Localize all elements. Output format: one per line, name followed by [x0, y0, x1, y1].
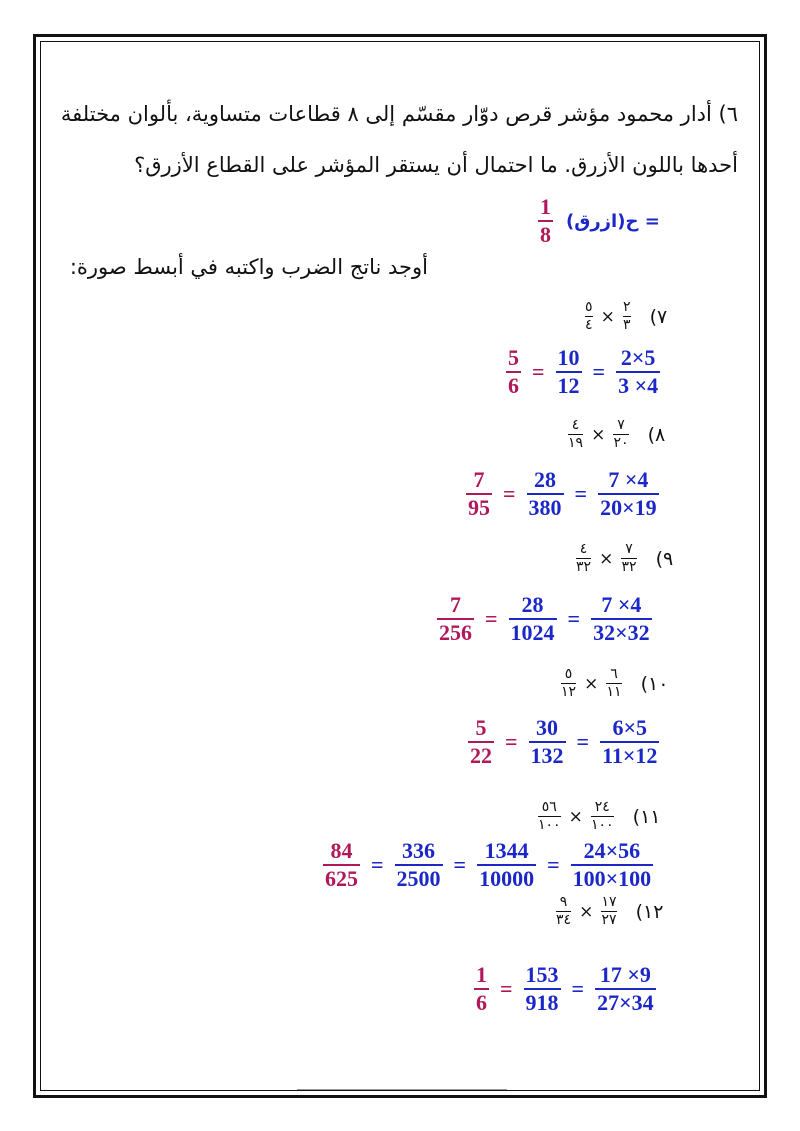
problem-10-fraction-b: ٥ ١٢	[561, 666, 577, 701]
times-sign: ×	[591, 424, 606, 445]
answer-10	[468, 717, 659, 767]
problem-11-fraction-b: ٥٦ ١٠٠	[538, 799, 561, 834]
times-sign: ×	[568, 806, 583, 827]
answer-11-result: $\frac{84}{625}$	[325, 838, 358, 891]
equals-sign: =	[503, 481, 516, 506]
answer-8	[466, 469, 659, 519]
problem-7-fraction-a: ٢ ٣	[622, 299, 631, 334]
equals-sign: =	[592, 359, 606, 384]
problem-7	[585, 300, 667, 334]
instruction: أوجد ناتج الضرب واكتبه في أبسط صورة:	[69, 255, 428, 279]
answer-11-step-3: $\frac{24\times 56}{100\times 100}$	[572, 838, 652, 891]
answer-8-step-1: $\frac{28}{380}$	[528, 467, 562, 520]
answer-8-result: $\frac{7}{95}$	[468, 467, 490, 520]
answer-7-result: $\frac{5}{6}$	[508, 345, 519, 398]
answer-12	[474, 964, 656, 1014]
problem-11-number: (١١	[632, 805, 661, 828]
problem-7-number: (٧	[649, 305, 668, 328]
equals-sign: =	[500, 976, 513, 1001]
problem-7-fraction-b: ٥ ٤	[585, 299, 593, 334]
footer-rule	[297, 1089, 507, 1090]
answer-12-step-1: $\frac{153}{918}$	[525, 962, 559, 1015]
q6-answer-label: ح(ازرق) =	[566, 210, 660, 232]
equals-sign: =	[571, 976, 585, 1001]
answer-9-result: $\frac{7}{256}$	[439, 592, 472, 645]
times-sign: ×	[600, 306, 615, 327]
problem-10-number: (١٠	[640, 672, 669, 695]
problem-10-fraction-a: ٦ ١١	[606, 666, 622, 701]
problem-11-fraction-a: ٢٤ ١٠٠	[591, 799, 614, 834]
times-sign: ×	[584, 673, 599, 694]
answer-10-result: $\frac{5}{22}$	[470, 715, 492, 768]
problem-8-fraction-b: ٤ ١٩	[568, 417, 584, 452]
answer-11-step-2: $\frac{1344}{10000}$	[479, 838, 535, 891]
answer-10-step-2: $\frac{6\times 5}{11\times 12}$	[602, 715, 658, 768]
problem-9-fraction-b: ٤ ٣٢	[576, 541, 592, 576]
problem-8	[568, 418, 665, 452]
problem-11	[538, 800, 661, 834]
q6-line2: أحدها باللون الأزرق. ما احتمال أن يستقر المؤشر على القطاع الأزرق؟	[134, 153, 738, 177]
problem-12-fraction-a: ١٧ ٢٧	[601, 894, 617, 929]
answer-8-step-2: $\frac{7 \times 4}{20\times 19}$	[600, 467, 657, 520]
problem-8-fraction-a: ٧ ٢٠	[613, 417, 629, 452]
q6-answer-num: 1	[540, 194, 551, 219]
answer-7	[506, 347, 660, 397]
equals-sign: =	[567, 606, 581, 631]
equals-sign: =	[547, 852, 560, 877]
q6-line1: ٦) أدار محمود مؤشر قرص دوّار مقسّم إلى ٨ قطاعات متساوية، بألوان مختلفة	[60, 102, 738, 126]
answer-11	[323, 840, 653, 890]
problem-12-number: (١٢	[635, 900, 664, 923]
equals-sign: =	[574, 481, 588, 506]
answer-9-step-2: $\frac{7 \times 4}{32\times 32}$	[593, 592, 650, 645]
equals-sign: =	[576, 729, 590, 754]
problem-9	[576, 542, 673, 576]
problem-8-number: (٨	[647, 423, 666, 446]
answer-12-step-2: $\frac{17 \times 9}{27\times 34}$	[597, 962, 654, 1015]
equals-sign: =	[453, 852, 467, 877]
problem-10	[561, 667, 668, 701]
q6-answer-den: 8	[540, 222, 551, 247]
equals-sign: =	[505, 729, 518, 754]
problem-9-fraction-a: ٧ ٣٢	[621, 541, 637, 576]
q6-answer-fraction	[538, 196, 553, 246]
answer-12-result: $\frac{1}{6}$	[476, 962, 487, 1015]
answer-11-step-1: $\frac{336}{2500}$	[396, 838, 441, 891]
times-sign: ×	[579, 901, 594, 922]
answer-7-step-2: $\frac{2\times 5}{3 \times 4}$	[618, 345, 659, 398]
equals-sign: =	[371, 852, 384, 877]
problem-12-fraction-b: ٩ ٣٤	[556, 894, 572, 929]
answer-7-step-1: $\frac{10}{12}$	[557, 345, 580, 398]
problem-12	[556, 895, 663, 929]
answer-9	[437, 594, 652, 644]
problem-9-number: (٩	[655, 547, 674, 570]
answer-10-step-1: $\frac{30}{132}$	[530, 715, 564, 768]
q6-answer	[538, 196, 660, 246]
equals-sign: =	[532, 359, 545, 384]
times-sign: ×	[599, 548, 614, 569]
equals-sign: =	[485, 606, 498, 631]
answer-9-step-1: $\frac{28}{1024}$	[510, 592, 555, 645]
